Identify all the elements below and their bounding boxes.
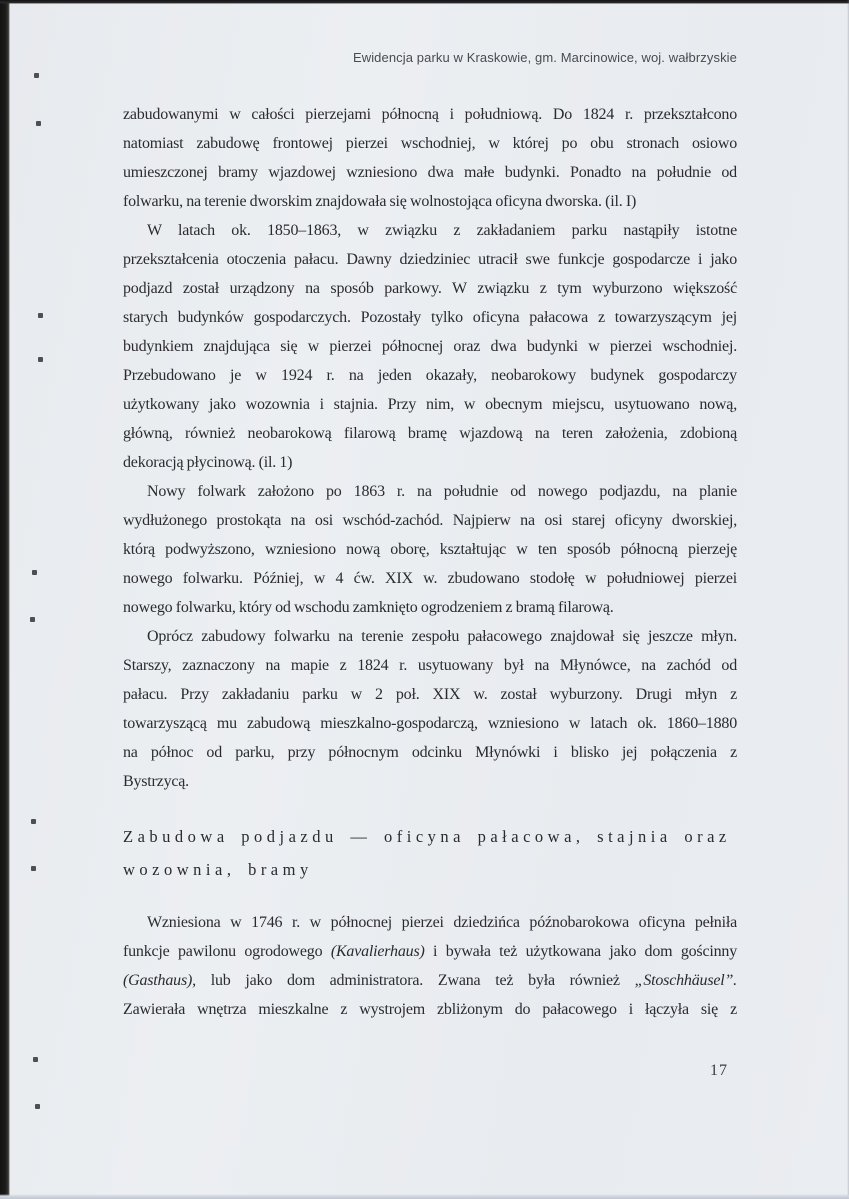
scan-artifact-dot [31, 819, 36, 824]
scan-edge-bottom [0, 1194, 849, 1199]
text-segment-italic: (Gasthaus), [123, 972, 196, 989]
text-line: Starszy, zaznaczony na mapie z 1824 r. usytuowany był na Młynówce, na zachód od [123, 657, 737, 674]
text-line [123, 995, 737, 1024]
scan-edge-left [0, 0, 10, 1199]
text-line: natomiast zabudowę frontowej pierzei wschodniej, w której po obu stronach osiowo [123, 135, 737, 152]
paragraph-4 [123, 622, 737, 796]
text-segment: Wzniesiona w 1746 r. w północnej pierzei dziedzińca późnobarokowa oficyna pełniła [147, 914, 737, 931]
text-line [123, 908, 737, 937]
text-line: główną, również neobarokową filarową bramę wjazdową na teren założenia, zdobioną [123, 425, 737, 442]
text-line: użytkowany jako wozownia i stajnia. Przy nim, w obecnym miejscu, usytuowano nową, [123, 396, 737, 413]
page-body [123, 100, 737, 1024]
text-segment-italic: (Kavalierhaus) [330, 943, 425, 960]
text-segment: i bywała też użytkowana jako dom gościnny [424, 943, 737, 960]
section-heading-line: wozownia, bramy [123, 860, 313, 879]
scan-artifact-dot [38, 313, 43, 318]
text-line: folwarku, na terenie dworskim znajdowała się wolnostojąca oficyna dworska. (il. I) [123, 193, 637, 210]
text-line: wydłużonego prostokąta na osi wschód-zachód. Najpierw na osi starej oficyny dworskiej, [123, 512, 737, 529]
text-line: Oprócz zabudowy folwarku na terenie zespołu pałacowego znajdował się jeszcze młyn. [147, 628, 737, 645]
scan-artifact-dot [34, 73, 39, 78]
scan-artifact-dot [31, 866, 36, 871]
text-line: Bystrzycą. [123, 773, 189, 790]
text-segment-italic: „Stoschhäusel”. [634, 972, 737, 989]
scan-artifact-dot [32, 570, 37, 575]
text-line: nowego folwarku, który od wschodu zamknięto ogrodzeniem z bramą filarową. [123, 599, 614, 616]
text-segment: funkcje pawilonu ogrodowego [123, 943, 331, 960]
scan-artifact-dot [33, 1057, 38, 1062]
paragraph-5 [123, 908, 737, 1024]
text-line: na północ od parku, przy północnym odcinku Młynówki i blisko jej połączenia z [123, 744, 737, 761]
scan-artifact-dot [30, 617, 35, 622]
text-line: zabudowanymi w całości pierzejami północną i południową. Do 1824 r. przekształcono [123, 106, 737, 123]
paragraph-3 [123, 477, 737, 622]
text-line [123, 966, 737, 995]
text-line: którą podwyższono, wzniesiono nową oborę, kształtując w ten sposób północną pierzeję [123, 541, 737, 558]
text-line: Przebudowano je w 1924 r. na jeden okazały, neobarokowy budynek gospodarczy [123, 367, 737, 384]
section-heading [123, 820, 737, 886]
section-heading-line: Zabudowa podjazdu — oficyna pałacowa, stajnia oraz [123, 827, 731, 846]
text-line: podjazd został urządzony na sposób parkowy. W związku z tym wyburzono większość [123, 280, 737, 297]
paragraph-1 [123, 100, 737, 216]
scan-edge-top [0, 0, 849, 4]
text-segment: Zawierała wnętrza mieszkalne z wystrojem zbliżonym do pałacowego i łączyła się z [123, 1001, 737, 1018]
text-line: pałacu. Przy zakładaniu parku w 2 poł. XIX w. został wyburzony. Drugi młyn z [123, 686, 737, 703]
scan-artifact-dot [36, 121, 41, 126]
text-line: starych budynków gospodarczych. Pozostały tylko oficyna pałacowa z towarzyszącym jej [123, 309, 737, 326]
paragraph-2 [123, 216, 737, 477]
text-line: Nowy folwark założono po 1863 r. na południe od nowego podjazdu, na planie [147, 483, 737, 500]
text-line: umieszczonej bramy wjazdowej wzniesiono dwa małe budynki. Ponadto na południe od [123, 164, 737, 181]
text-line: przekształcenia otoczenia pałacu. Dawny dziedziniec utracił swe funkcje gospodarcze i jako [123, 251, 737, 268]
text-line [123, 937, 737, 966]
text-line: towarzyszącą mu zabudową mieszkalno-gospodarczą, wzniesiono w latach ok. 1860–1880 [123, 715, 737, 732]
text-line: dekoracją płycinową. (il. 1) [123, 454, 293, 471]
running-header: Ewidencja parku w Kraskowie, gm. Marcinowice, woj. wałbrzyskie [352, 50, 737, 65]
text-segment: lub jako dom administratora. Zwana też była również [195, 972, 635, 989]
text-line: nowego folwarku. Później, w 4 ćw. XIX w. zbudowano stodołę w południowej pierzei [123, 570, 737, 587]
scan-artifact-dot [38, 357, 43, 362]
page-number: 17 [710, 1062, 728, 1079]
text-line: budynkiem znajdująca się w pierzei północnej oraz dwa budynki w pierzei wschodniej. [123, 338, 737, 355]
scan-artifact-dot [35, 1104, 40, 1109]
text-line: W latach ok. 1850–1863, w związku z zakładaniem parku nastąpiły istotne [147, 222, 737, 239]
